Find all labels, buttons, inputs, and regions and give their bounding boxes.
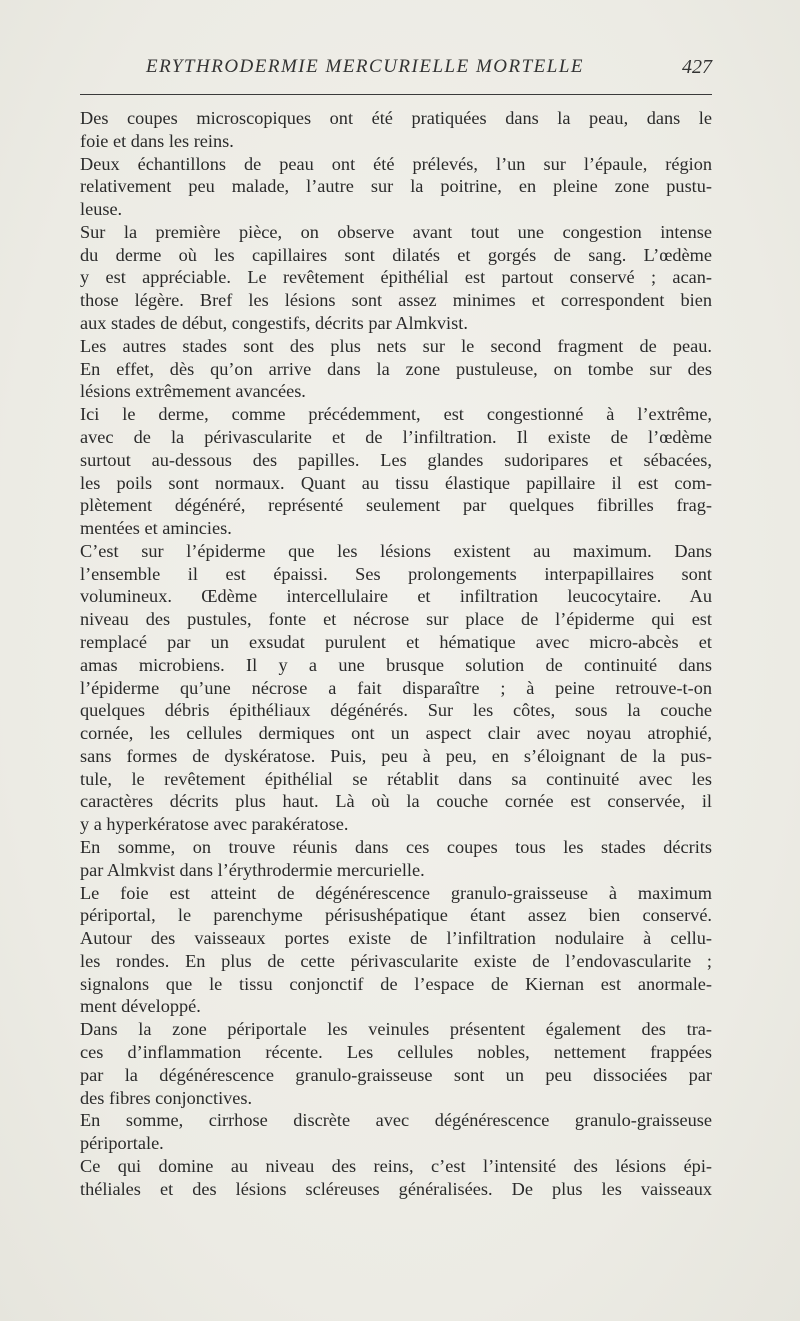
text-line: avec de la périvascularite et de l’infiltration. Il existe de l’œdème <box>80 426 712 447</box>
text-line: Le foie est atteint de dégénérescence granulo-graisseuse à maximum <box>80 882 712 903</box>
running-title: ERYTHRODERMIE MERCURIELLE MORTELLE <box>146 56 585 77</box>
text-line: Ce qui domine au niveau des reins, c’est l’intensité des lésions épi- <box>80 1155 712 1176</box>
text-line: aux stades de début, congestifs, décrits par Almkvist. <box>80 313 468 334</box>
text-line: du derme où les capillaires sont dilatés et gorgés de sang. L’œdème <box>80 244 712 265</box>
text-line: par la dégénérescence granulo-graisseuse sont un peu dissociées par <box>80 1064 712 1085</box>
text-line: y a hyperkératose avec parakératose. <box>80 814 349 835</box>
text-line: Autour des vaisseaux portes existe de l’infiltration nodulaire à cellu- <box>80 928 712 949</box>
text-line: those légère. Bref les lésions sont assez minimes et correspondent bien <box>80 290 712 311</box>
text-line: amas microbiens. Il y a une brusque solution de continuité dans <box>80 654 712 675</box>
text-line: Des coupes microscopiques ont été pratiquées dans la peau, dans le <box>80 108 712 128</box>
text-line: En somme, cirrhose discrète avec dégénérescence granulo-graisseuse <box>80 1110 712 1131</box>
text-line: l’épiderme qu’une nécrose a fait disparaître ; à peine retrouve-t-on <box>80 677 712 698</box>
text-line: des fibres conjonctives. <box>80 1087 253 1108</box>
text-line: signalons que le tissu conjonctif de l’espace de Kiernan est anormale- <box>80 973 712 994</box>
text-line: caractères décrits plus haut. Là où la couche cornée est conservée, il <box>80 791 712 812</box>
text-line: ces d’inflammation récente. Les cellules nobles, nettement frappées <box>80 1042 712 1063</box>
text-line: périportal, le parenchyme périsushépatique étant assez bien conservé. <box>80 905 712 926</box>
header-rule <box>80 94 712 95</box>
text-line: cornée, les cellules dermiques ont un aspect clair avec noyau atrophié, <box>80 723 712 744</box>
text-line: En effet, dès qu’on arrive dans la zone pustuleuse, on tombe sur des <box>80 358 712 379</box>
text-line: volumineux. Œdème intercellulaire et infiltration leucocytaire. Au <box>80 586 712 607</box>
text-line: leuse. <box>80 199 123 220</box>
text-line: l’ensemble il est épaissi. Ses prolongements interpapillaires sont <box>80 563 712 584</box>
text-line: quelques débris épithéliaux dégénérés. Sur les côtes, sous la couche <box>80 700 712 721</box>
text-line: remplacé par un exsudat purulent et hématique avec micro-abcès et <box>80 631 712 652</box>
text-line: relativement peu malade, l’autre sur la poitrine, en pleine zone pustu- <box>80 176 712 197</box>
text-line: niveau des pustules, fonte et nécrose sur place de l’épiderme qui est <box>80 609 712 630</box>
text-line: mentées et amincies. <box>80 518 232 539</box>
page-number: 427 <box>682 56 712 78</box>
text-line: plètement dégénéré, représenté seulement par quelques fibrilles frag- <box>80 495 712 516</box>
text-line: y est appréciable. Le revêtement épithélial est partout conservé ; acan- <box>80 267 712 288</box>
text-line: Dans la zone périportale les veinules présentent également des tra- <box>80 1019 712 1040</box>
text-line: les rondes. En plus de cette périvascularite existe de l’endovascularite ; <box>80 950 712 971</box>
text-line: ment développé. <box>80 996 201 1017</box>
text-line: foie et dans les reins. <box>80 130 234 151</box>
text-line: périportale. <box>80 1133 164 1154</box>
body-text <box>80 107 712 1201</box>
text-line: sans formes de dyskératose. Puis, peu à peu, en s’éloignant de la pus- <box>80 745 712 766</box>
page-header <box>80 56 712 86</box>
text-line: C’est sur l’épiderme que les lésions existent au maximum. Dans <box>80 540 712 561</box>
text-line: Ici le derme, comme précédemment, est congestionné à l’extrême, <box>80 404 712 425</box>
text-line: par Almkvist dans l’érythrodermie mercurielle. <box>80 859 425 880</box>
text-line: Les autres stades sont des plus nets sur le second fragment de peau. <box>80 335 712 356</box>
text-line: les poils sont normaux. Quant au tissu élastique papillaire il est com- <box>80 472 712 493</box>
text-line: Deux échantillons de peau ont été prélevés, l’un sur l’épaule, région <box>80 153 712 174</box>
text-line: théliales et des lésions scléreuses généralisées. De plus les vaisseaux <box>80 1178 712 1199</box>
text-line: tule, le revêtement épithélial se rétablit dans sa continuité avec les <box>80 768 712 789</box>
text-line: lésions extrêmement avancées. <box>80 381 306 402</box>
text-line: Sur la première pièce, on observe avant tout une congestion intense <box>80 221 712 242</box>
text-line: surtout au-dessous des papilles. Les glandes sudoripares et sébacées, <box>80 449 712 470</box>
text-line: En somme, on trouve réunis dans ces coupes tous les stades décrits <box>80 837 712 857</box>
